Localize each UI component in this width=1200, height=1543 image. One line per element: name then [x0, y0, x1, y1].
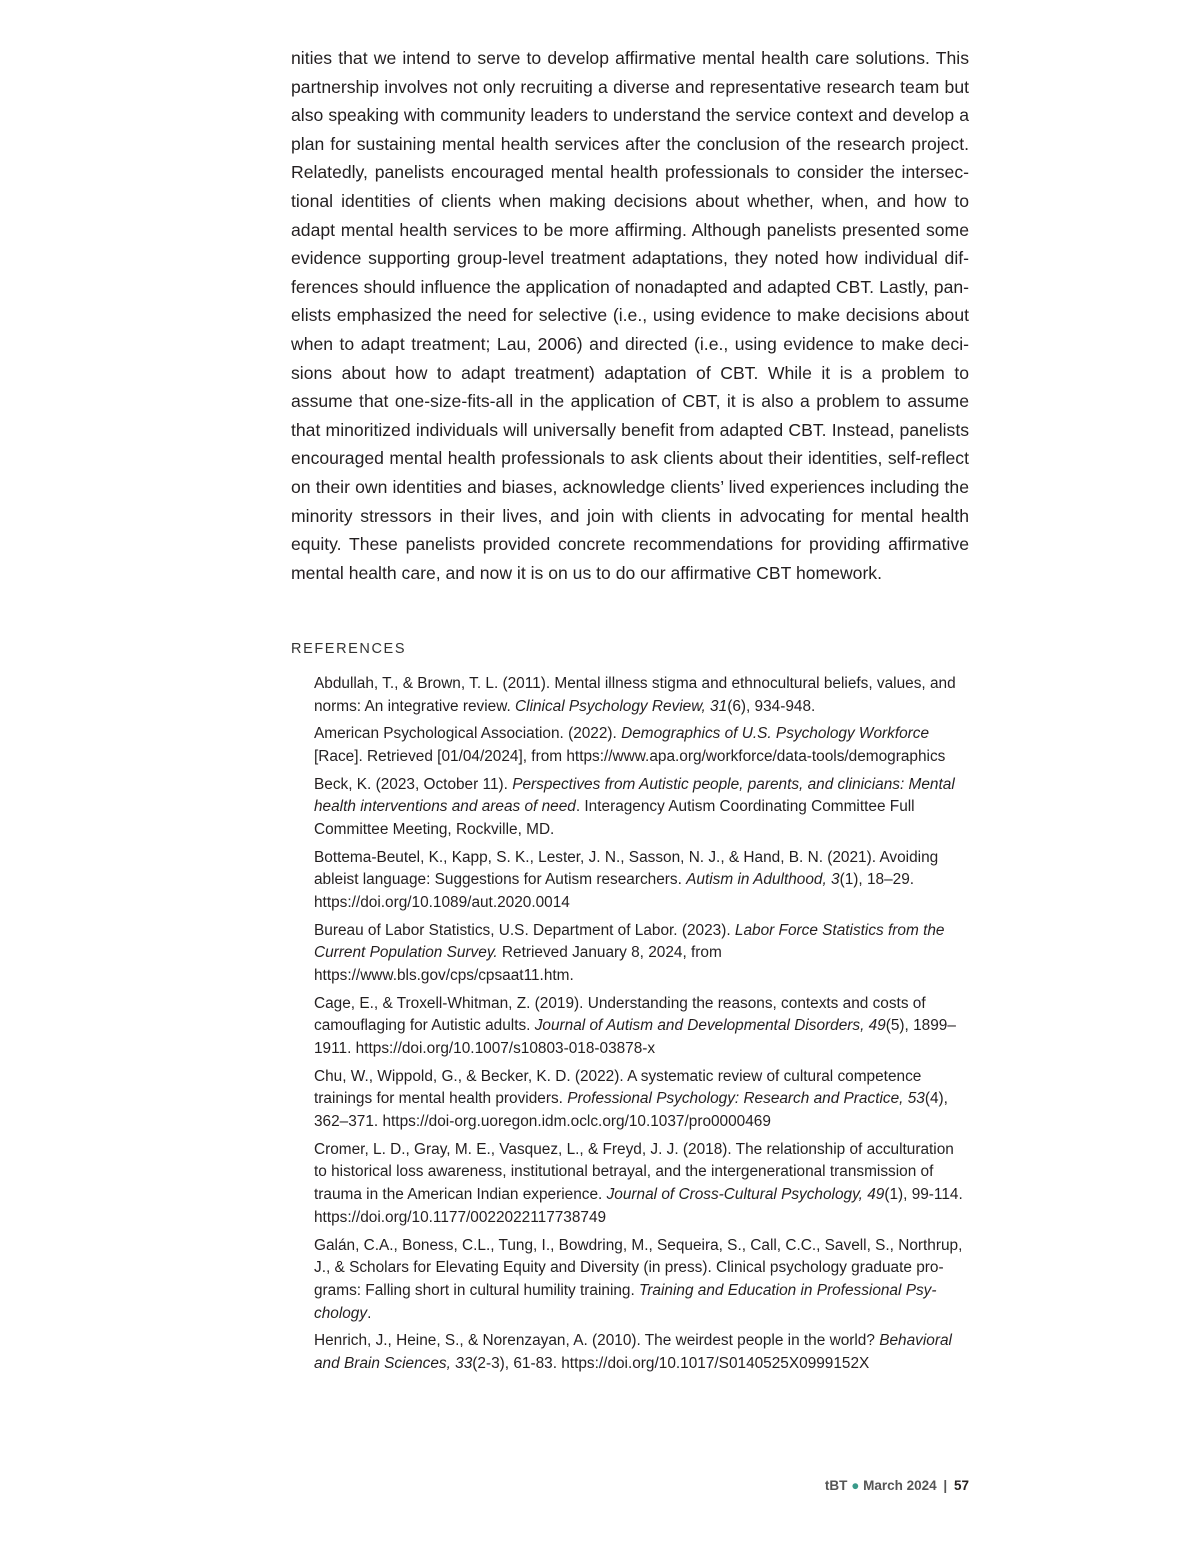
reference-item: Beck, K. (2023, October 11). Perspectives from Autistic people, parents, and clinicians: Mental health interventions and areas of need. Interagency Autism Coordinating Committee Full Committee Meeting, Rockville, MD. [314, 775, 955, 839]
reference-item: Bureau of Labor Statistics, U.S. Department of Labor. (2023). Labor Force Statistics from the Current Population Survey. Retrieved January 8, 2024, from https://www.bls.gov/cps/cpsaat11.htm. [314, 921, 945, 985]
reference-item: Bottema-Beutel, K., Kapp, S. K., Lester, J. N., Sasson, N. J., & Hand, B. N. (2021). Avoiding ableist language: Suggestions for Autism researchers. Autism in Adulthood, 3(1), 18–29. https://doi.org/10.1089/aut.2020.0014 [314, 848, 939, 912]
body-paragraph: nities that we intend to serve to develop affirmative mental health care solutions. This partnership involves not only recruiting a diverse and representative research team but also speaking with community leaders to understand the service context and develop a plan for sustaining mental health services after the conclusion of the research project. Relatedly, panelists encouraged mental health professionals to consider the intersectional identities of clients when making decisions about whether, when, and how to adapt mental health services to be more affirming. Although panelists presented some evidence supporting group-level treatment adaptations, they noted how individual differences should influence the application of nonadapted and adapted CBT. Lastly, panelists emphasized the need for selective (i.e., using evidence to make decisions about when to adapt treatment; Lau, 2006) and directed (i.e., using evidence to make decisions about how to adapt treatment) adaptation of CBT. While it is a problem to assume that one-size-fits-all in the application of CBT, it is also a problem to assume that minoritized individuals will universally benefit from adapted CBT. Instead, panelists encouraged mental health professionals to ask clients about their identities, self-reflect on their own identities and biases, acknowledge clients’ lived experiences including the minority stressors in their lives, and join with clients in advocating for mental health equity. These panelists provided concrete recommendations for providing affirmative mental health care, and now it is on us to do our affirmative CBT homework. [291, 48, 969, 583]
reference-item: Cage, E., & Troxell-Whitman, Z. (2019). Understanding the reasons, contexts and costs of camouflaging for Autistic adults. Journal of Autism and Developmental Disorders, 49(5), 1899–1911. https://doi.org/10.1007/s10803-018-03878-x [314, 994, 956, 1058]
article-column [291, 44, 969, 1381]
reference-item: Galán, C.A., Boness, C.L., Tung, I., Bowdring, M., Sequeira, S., Call, C.C., Savell, S., Northrup, J., & Scholars for Elevating Equity and Diversity (in press). Clinical psychology graduate programs: Falling short in cultural humility training. Training and Education in Professional Psychology. [314, 1236, 963, 1323]
journal-name: tBT [824, 1478, 848, 1493]
reference-item: Abdullah, T., & Brown, T. L. (2011). Mental illness stigma and ethnocultural beliefs, values, and norms: An integrative review. Clinical Psychology Review, 31(6), 934-948. [314, 675, 956, 716]
reference-item: American Psychological Association. (2022). Demographics of U.S. Psychology Workforce [Race]. Retrieved [01/04/2024], from https://www.apa.org/workforce/data-tools/demographics [314, 725, 946, 766]
reference-item: Henrich, J., Heine, S., & Norenzayan, A. (2010). The weirdest people in the world? Behavioral and Brain Sciences, 33(2-3), 61-83. https://doi.org/10.1017/S0140525X0999152X [314, 1332, 952, 1373]
reference-item: Cromer, L. D., Gray, M. E., Vasquez, L., & Freyd, J. J. (2018). The relationship of acculturation to historical loss awareness, institutional betrayal, and the intergenerational transmission of trauma in the American Indian experience. Journal of Cross-Cultural Psychology, 49(1), 99-114. https://doi.org/10.1177/0022022117738749 [314, 1140, 963, 1227]
footer-separator: | [943, 1478, 948, 1493]
references-heading: REFERENCES [291, 641, 407, 658]
page-number: 57 [953, 1478, 969, 1493]
references-list [291, 673, 969, 1376]
bullet-dot-icon: ● [851, 1478, 860, 1493]
reference-item: Chu, W., Wippold, G., & Becker, K. D. (2022). A systematic review of cultural competence trainings for mental health providers. Professional Psychology: Research and Practice, 53(4), 362–371. https://doi-org.uoregon.idm.oclc.org/10.1037/pro0000469 [314, 1067, 948, 1131]
page-footer [825, 1478, 969, 1493]
issue-date: March 2024 [863, 1478, 937, 1493]
